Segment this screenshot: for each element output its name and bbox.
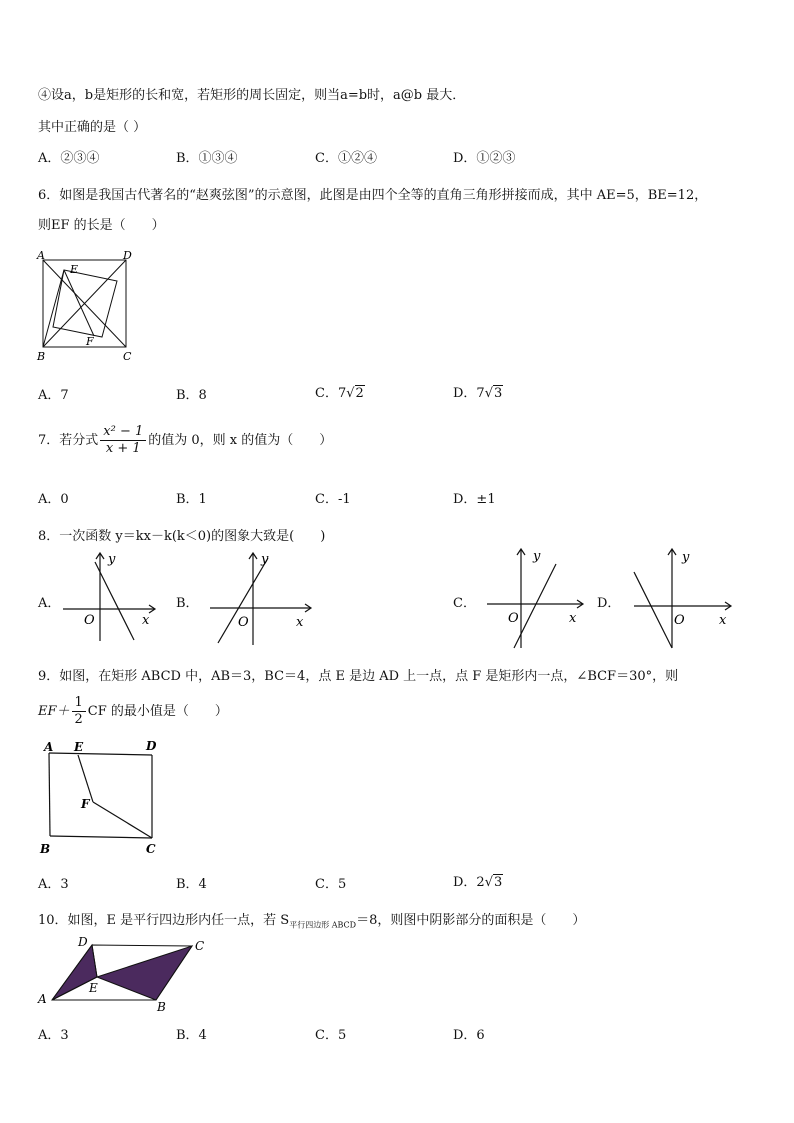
- q6-label-b: B: [37, 350, 46, 363]
- q7-option-c: C．-1: [315, 492, 351, 507]
- q9-option-c: C．5: [315, 877, 347, 892]
- q6-zhao-shuang-diagram: [34, 248, 144, 366]
- axis-x: x: [569, 611, 577, 626]
- q8-graph-d: [626, 544, 734, 652]
- origin: O: [84, 613, 95, 628]
- q10-subscript: 平行四边形 ABCD: [289, 920, 357, 930]
- q9-text-post: CF 的最小值是（ ）: [87, 704, 228, 719]
- q8-question: 8．一次函数 y＝kx－k(k＜0)的图象大致是( ): [38, 529, 326, 544]
- q6-label-c: C: [123, 350, 132, 363]
- q9-text-line2: [38, 695, 228, 728]
- q7-fraction: [100, 424, 146, 457]
- sqrt-sign: √2: [346, 386, 364, 401]
- q5-option-c: C．①②④: [315, 151, 377, 166]
- q8-graph-b: [200, 548, 315, 648]
- q9-option-a: A．3: [38, 877, 69, 892]
- q6-option-d-radicand: 3: [494, 386, 503, 401]
- origin: O: [674, 613, 685, 628]
- q9-ef: EF＋: [38, 704, 70, 719]
- q9-label-a: A: [44, 740, 54, 754]
- sqrt-sign: √3: [484, 386, 503, 401]
- q8-graph-a: [58, 548, 160, 643]
- q7-numerator: x² − 1: [100, 424, 146, 441]
- q10-label-d: D: [78, 935, 88, 949]
- origin: O: [238, 615, 249, 630]
- q9-label-f: F: [81, 797, 90, 811]
- q10-label-c: C: [195, 939, 205, 953]
- q10-text-pre: 10．如图，E 是平行四边形内任一点，若 S: [38, 913, 290, 928]
- q10-option-c: C．5: [315, 1028, 347, 1043]
- q10-parallelogram-diagram: [34, 934, 214, 1014]
- axis-y: y: [682, 550, 690, 565]
- q5-prompt: 其中正确的是（ ）: [38, 120, 147, 135]
- q7-option-d: D．±1: [453, 492, 496, 507]
- axis-y: y: [533, 549, 541, 564]
- q6-label-e: E: [70, 263, 79, 276]
- q9-option-b: B．4: [176, 877, 207, 892]
- q7-question: [38, 424, 332, 457]
- q7-option-a: A．0: [38, 492, 69, 507]
- q6-option-c-radicand: 2: [355, 386, 364, 401]
- q10-question: [38, 909, 585, 931]
- q9-option-d-radicand: 3: [494, 875, 503, 890]
- q7-option-b: B．1: [176, 492, 207, 507]
- q10-shaded-region-right: [97, 946, 192, 1000]
- origin: O: [508, 611, 519, 626]
- q10-option-a: A．3: [38, 1028, 69, 1043]
- q5-option-a: A．②③④: [38, 151, 100, 166]
- q7-text-pre: 7．若分式: [38, 433, 99, 448]
- q6-label-a: A: [37, 249, 45, 262]
- q5-option-b: B．①③④: [176, 151, 238, 166]
- q6-option-a: A．7: [38, 388, 69, 403]
- q9-label-e: E: [74, 740, 84, 754]
- q10-option-d: D．6: [453, 1028, 485, 1043]
- q9-rectangle-diagram: [36, 738, 166, 858]
- q9-label-b: B: [40, 842, 51, 856]
- q6-text-line2: 则EF 的长是（ ）: [38, 218, 165, 233]
- axis-x: x: [296, 615, 304, 630]
- q9-text-line1: 9．如图，在矩形 ABCD 中，AB＝3，BC＝4，点 E 是边 AD 上一点，点 F 是矩形内一点，∠BCF＝30°，则: [38, 669, 679, 684]
- q8-option-d-label: D．: [597, 596, 621, 611]
- q5-option-d: D．①②③: [453, 151, 516, 166]
- q9-option-d-text: D．2: [453, 875, 485, 890]
- q6-option-b: B．8: [176, 388, 207, 403]
- axis-y: y: [108, 552, 116, 567]
- q6-label-f: F: [86, 335, 94, 348]
- q6-option-c-text: C．7: [315, 386, 347, 401]
- q9-option-d: [453, 871, 503, 890]
- q8-option-c-label: C．: [453, 596, 476, 611]
- q6-option-c: [315, 382, 365, 401]
- q8-option-a-label: A．: [38, 596, 61, 611]
- q8-graph-c: [484, 544, 586, 652]
- sqrt-sign: √3: [484, 875, 503, 890]
- q7-denominator: x + 1: [105, 441, 141, 456]
- q7-text-post: 的值为 0，则 x 的值为（ ）: [148, 433, 333, 448]
- q10-option-b: B．4: [176, 1028, 207, 1043]
- q10-text-post: ＝8，则图中阴影部分的面积是（ ）: [356, 913, 586, 928]
- axis-y: y: [261, 552, 269, 567]
- q10-label-a: A: [38, 992, 47, 1006]
- q9-label-c: C: [146, 842, 156, 856]
- q9-denominator: 2: [74, 712, 83, 727]
- q6-option-d: [453, 382, 503, 401]
- q6-label-d: D: [123, 249, 132, 262]
- q9-fraction: [72, 695, 86, 728]
- q8-option-b-label: B．: [176, 596, 199, 611]
- q6-option-d-text: D．7: [453, 386, 485, 401]
- q9-label-d: D: [146, 739, 157, 753]
- q9-numerator: 1: [72, 695, 86, 712]
- axis-x: x: [142, 613, 150, 628]
- q10-label-b: B: [157, 1000, 166, 1014]
- q5-item4: ④设a，b是矩形的长和宽，若矩形的周长固定，则当a=b时，a@b 最大．: [38, 88, 466, 103]
- q10-label-e: E: [89, 981, 98, 995]
- axis-x: x: [719, 613, 727, 628]
- q6-text-line1: 6．如图是我国古代著名的“赵爽弦图”的示意图，此图是由四个全等的直角三角形拼接而成，其中 AE=5，BE=12，: [38, 188, 708, 203]
